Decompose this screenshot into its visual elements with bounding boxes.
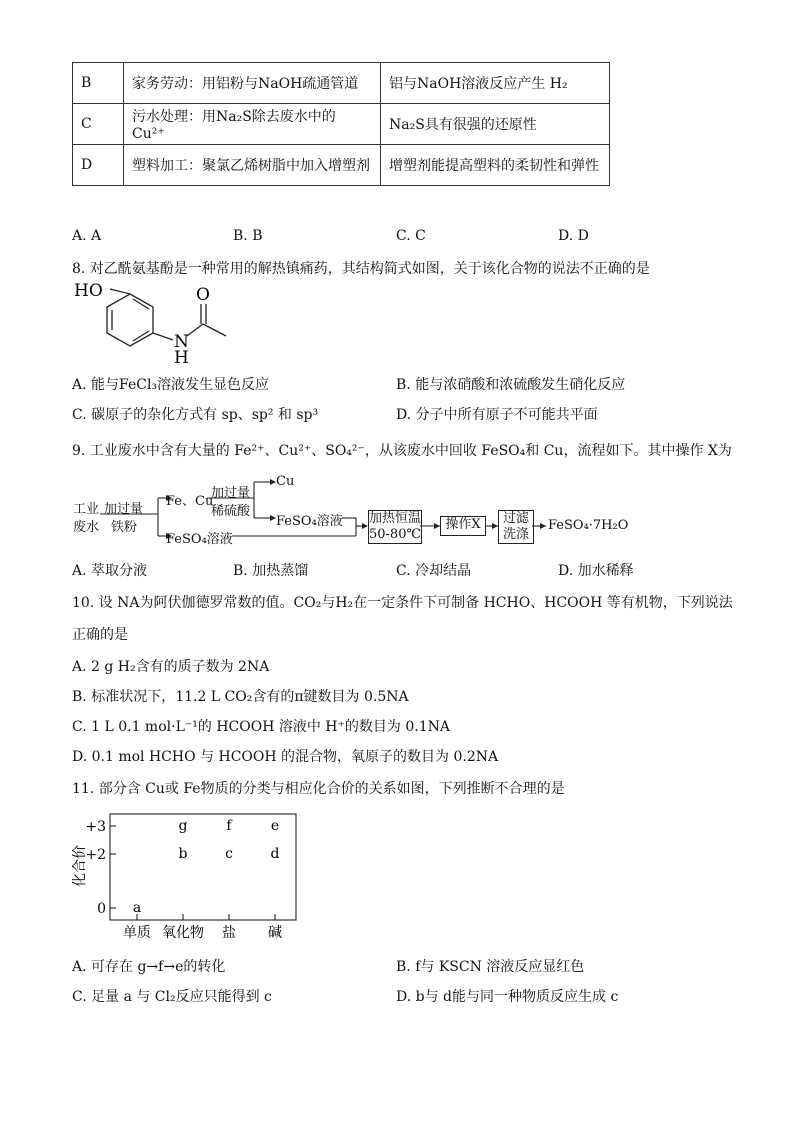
flow-cu-product: Cu xyxy=(276,474,295,489)
flow-feso4-solution-b: FeSO₄溶液 xyxy=(276,514,343,529)
table-cell-reason: Na₂S具有很强的还原性 xyxy=(381,104,610,145)
data-point-e: e xyxy=(270,818,280,834)
table-cell-reason: 铝与NaOH溶液反应产生 H₂ xyxy=(381,63,610,104)
flow-add-acid-line1: 加过量 xyxy=(211,486,251,501)
q11-option-d[interactable]: D. b与 d能与同一种物质反应生成 c xyxy=(396,989,619,1005)
data-point-d: d xyxy=(270,846,280,862)
flow-add-iron-line2: 铁粉 xyxy=(111,520,138,535)
table-cell-option: D xyxy=(73,145,124,186)
q10-option-c[interactable]: C. 1 L 0.1 mol·L⁻¹的 HCOOH 溶液中 H⁺的数目为 0.1NA xyxy=(72,719,450,735)
data-point-b: b xyxy=(178,846,188,862)
q7-option-c[interactable]: C. C xyxy=(396,228,426,244)
flow-box-heat xyxy=(368,510,422,544)
q8-option-a[interactable]: A. 能与FeCl₃溶液发生显色反应 xyxy=(72,377,270,393)
y-tick-label: +3 xyxy=(85,819,106,835)
data-point-c: c xyxy=(225,846,233,862)
table-cell-option: B xyxy=(73,63,124,104)
flow-box-operation-x xyxy=(440,516,486,536)
q10-option-b[interactable]: B. 标准状况下，11.2 L CO₂含有的π键数目为 0.5NA xyxy=(72,689,409,705)
q9-option-a[interactable]: A. 萃取分液 xyxy=(72,563,148,579)
x-tick-label: 单质 xyxy=(123,925,151,941)
flow-filter-line2: 洗涤 xyxy=(502,527,529,542)
table-row xyxy=(73,145,610,186)
table-cell-reason: 增塑剂能提高塑料的柔韧性和弹性 xyxy=(381,145,610,186)
table-cell-option: C xyxy=(73,104,124,145)
flow-add-acid-line2: 稀硫酸 xyxy=(211,504,251,519)
q11-option-a[interactable]: A. 可存在 g→f→e的转化 xyxy=(72,959,226,975)
q11-valence-chart xyxy=(66,808,306,944)
table-cell-activity: 家务劳动：用铝粉与NaOH疏通管道 xyxy=(124,63,381,104)
q10-option-d[interactable]: D. 0.1 mol HCHO 与 HCOOH 的混合物，氧原子的数目为 0.2NA xyxy=(72,749,499,765)
y-tick-label: +2 xyxy=(85,847,106,863)
q7-option-a[interactable]: A. A xyxy=(72,228,102,244)
data-point-f: f xyxy=(226,818,232,834)
data-point-g: g xyxy=(178,818,188,834)
q11-option-b[interactable]: B. f与 KSCN 溶液反应显红色 xyxy=(396,959,585,975)
data-point-a: a xyxy=(132,900,142,916)
q7-option-b[interactable]: B. B xyxy=(233,228,263,244)
benzene-ring xyxy=(107,294,153,346)
x-tick-label: 盐 xyxy=(222,925,236,941)
q8-stem: 8. 对乙酰氨基酚是一种常用的解热镇痛药，其结构简式如图，关于该化合物的说法不正确的是 xyxy=(72,261,650,277)
structure-label-ho: HO xyxy=(74,281,103,301)
q7-option-table xyxy=(72,62,610,186)
q10-option-a[interactable]: A. 2 g H₂含有的质子数为 2NA xyxy=(72,659,270,675)
q11-option-c[interactable]: C. 足量 a 与 Cl₂反应只能得到 c xyxy=(72,989,272,1005)
q8-option-d[interactable]: D. 分子中所有原子不可能共平面 xyxy=(396,407,598,423)
x-tick-label: 氧化物 xyxy=(162,925,204,941)
q8-structure-diagram xyxy=(72,278,262,366)
q8-option-b[interactable]: B. 能与浓硝酸和浓硫酸发生硝化反应 xyxy=(396,377,626,393)
flow-box-filter xyxy=(498,510,534,544)
q9-stem: 9. 工业废水中含有大量的 Fe²⁺、Cu²⁺、SO₄²⁻，从该废水中回收 FeSO₄和 Cu，流程如下。其中操作 X为 xyxy=(72,443,732,459)
table-row xyxy=(73,104,610,145)
flow-start-line2: 废水 xyxy=(73,520,100,535)
q8-option-c[interactable]: C. 碳原子的杂化方式有 sp、sp² 和 sp³ xyxy=(72,407,319,423)
flow-filter-line1: 过滤 xyxy=(502,511,529,526)
y-tick-label: 0 xyxy=(97,901,106,917)
structure-label-o: O xyxy=(196,285,210,305)
flow-heat-line2: 50-80℃ xyxy=(369,527,422,542)
table-cell-activity: 污水处理：用Na₂S除去废水中的 Cu²⁺ xyxy=(124,104,381,145)
flow-opx-label: 操作X xyxy=(445,517,481,532)
q11-stem: 11. 部分含 Cu或 Fe物质的分类与相应化合价的关系如图，下列推断不合理的是 xyxy=(72,781,565,797)
q9-flowchart xyxy=(0,470,794,552)
flow-start-line1: 工业 xyxy=(73,502,100,517)
q10-stem-line1: 10. 设 NA为阿伏伽德罗常数的值。CO₂与H₂在一定条件下可制备 HCHO、HCOOH 等有机物，下列说法 xyxy=(72,595,733,611)
table-cell-activity: 塑料加工：聚氯乙烯树脂中加入增塑剂 xyxy=(124,145,381,186)
structure-label-n: N xyxy=(174,332,189,352)
q10-stem-line2: 正确的是 xyxy=(72,627,128,643)
chart-y-axis-label: 化合价 xyxy=(72,845,88,887)
structure-label-h: H xyxy=(174,348,189,366)
flow-add-iron-line1: 加过量 xyxy=(104,502,144,517)
flow-heat-line1: 加热恒温 xyxy=(369,511,422,526)
flow-feso4-solution-a: FeSO₄溶液 xyxy=(166,532,233,547)
q9-option-d[interactable]: D. 加水稀释 xyxy=(558,563,634,579)
flow-final-product: FeSO₄·7H₂O xyxy=(548,518,629,533)
q9-option-c[interactable]: C. 冷却结晶 xyxy=(396,563,472,579)
q7-option-d[interactable]: D. D xyxy=(558,228,589,244)
table-row xyxy=(73,63,610,104)
q9-option-b[interactable]: B. 加热蒸馏 xyxy=(233,563,309,579)
x-tick-label: 碱 xyxy=(268,925,282,941)
flow-solid-fe-cu: Fe、Cu xyxy=(166,494,214,509)
